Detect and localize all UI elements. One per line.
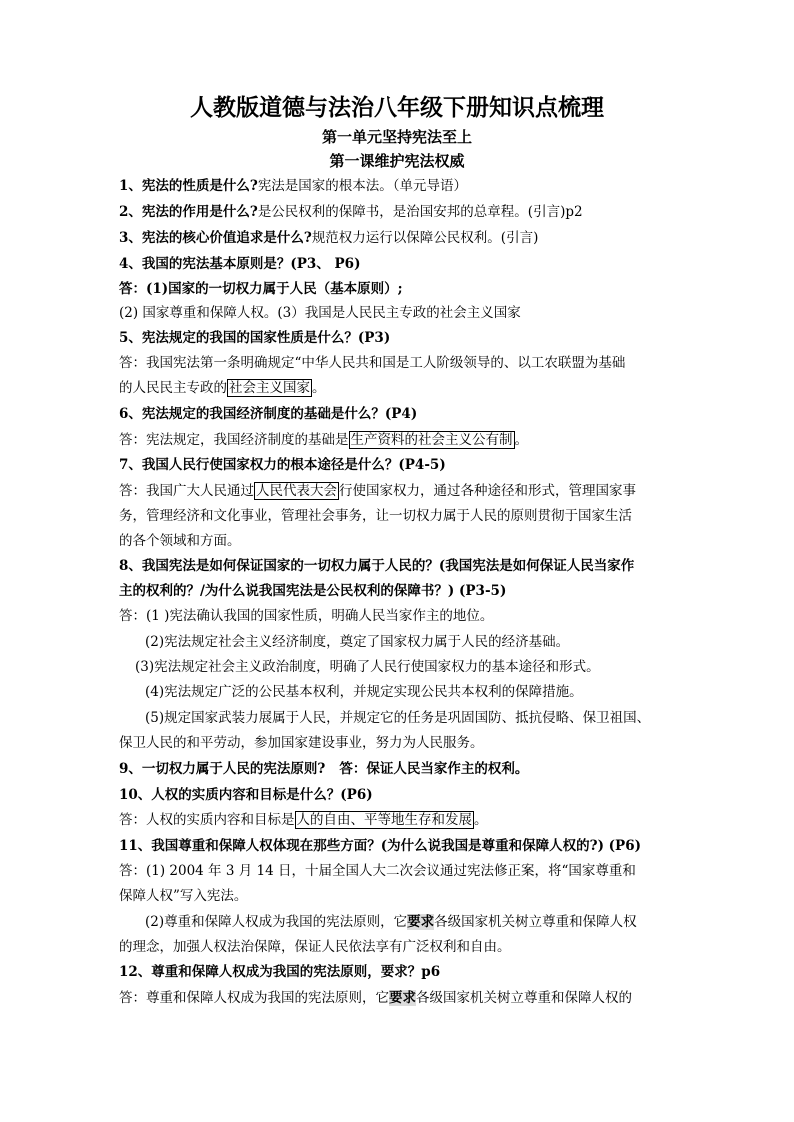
q5-answer-1: 答：我国宪法第一条明确规定“中华人民共和国是工人阶级领导的、以工农联盟为基础 — [119, 355, 626, 371]
q8-answer-2: (2)宪法规定社会主义经济制度，奠定了国家权力属于人民的经济基础。 — [145, 634, 570, 650]
q6-answer-post: 。 — [514, 432, 528, 448]
q9-line — [119, 759, 679, 779]
q5-answer-2-post: 。 — [312, 380, 326, 396]
q7-answer-1 — [119, 481, 679, 501]
q5-answer-2 — [119, 378, 679, 398]
q8-answer-3: (3)宪法规定社会主义政治制度，明确了人民行使国家权力的基本途径和形式。 — [135, 659, 600, 675]
unit-heading: 第一单元坚持宪法至上 — [321, 128, 472, 146]
q8-answer-1: 答：(1 )宪法确认我国的国家性质，明确人民当家作主的地位。 — [119, 608, 494, 624]
q5-question: 5、宪法规定的我国的国家性质是什么？(P3) — [119, 330, 391, 346]
q4-answer-2: (2) 国家尊重和保障人权。(3）我国是人民民主专政的社会主义国家 — [119, 305, 521, 321]
q12-question — [119, 962, 679, 982]
lesson-heading: 第一课维护宪法权威 — [329, 152, 465, 170]
q10-answer-post: 。 — [474, 812, 488, 828]
q7-answer-3: 的各个领域和方面。 — [119, 533, 241, 549]
q3-line — [119, 228, 679, 248]
q11-answer-3-pre: (2)尊重和保障人权成为我国的宪法原则，它 — [145, 914, 408, 930]
q12-highlight: 要求 — [389, 990, 416, 1006]
q10-question: 10、人权的实质内容和目标是什么？(P6) — [119, 787, 373, 803]
q1-line — [119, 176, 679, 196]
q10-boxed-term: 人的自由、平等地生存和发展 — [296, 812, 472, 828]
q7-boxed-term: 人民代表大会 — [256, 483, 337, 499]
q8-answer-4: (4)宪法规定广泛的公民基本权利，并规定实现公民共本权利的保障措施。 — [145, 684, 583, 700]
q5-boxed-term: 社会主义国家 — [229, 380, 310, 396]
q2-line — [119, 202, 679, 222]
q9-answer: 答：保证人民当家作主的权利。 — [339, 761, 529, 777]
q11-question: 11、我国尊重和保障人权体现在那些方面？(为什么说我国是尊重和保障人权的?) (P6) — [119, 838, 641, 854]
q8-answer-6: 保卫人民的和平劳动，参加国家建设事业，努力为人民服务。 — [119, 735, 484, 751]
q7-question: 7、我国人民行使国家权力的根本途径是什么？(P4-5) — [119, 457, 446, 473]
q7-answer-1-post: 行使国家权力，通过各种途径和形式，管理国家事 — [339, 483, 636, 499]
q2-answer: 是公民权利的保障书，是治国安邦的总章程。(引言)p2 — [257, 204, 583, 220]
q11-answer-3-post: 各级国家机关树立尊重和保障人权 — [434, 914, 637, 930]
q9-question: 9、一切权力属于人民的宪法原则? — [119, 761, 326, 777]
document-title: 人教版道德与法治八年级下册知识点梳理 — [190, 94, 604, 121]
q1-question: 1、宪法的性质是什么? — [119, 178, 258, 194]
q10-answer-pre: 答：人权的实质内容和目标是 — [119, 812, 295, 828]
q8-question-1: 8、我国宪法是如何保证国家的一切权力属于人民的？(我国宪法是如何保证人民当家作 — [119, 558, 635, 574]
q6-boxed-term: 生产资料的社会主义公有制 — [350, 432, 513, 448]
q12-question-post: 要求？p6 — [380, 964, 441, 980]
q10-answer — [119, 810, 679, 830]
q7-answer-2: 务，管理经济和文化事业，管理社会事务，让一切权力属于人民的原则贯彻于国家生活 — [119, 508, 632, 524]
q11-highlight: 要求 — [407, 914, 435, 930]
q7-answer-1-pre: 答：我国广大人民通过 — [119, 483, 254, 499]
q6-answer-pre: 答：宪法规定，我国经济制度的基础是 — [119, 432, 349, 448]
q8-answer-5: (5)规定国家武装力展属于人民，并规定它的任务是巩固国防、抵抗侵略、保卫祖国、 — [145, 710, 651, 726]
q6-answer — [119, 430, 679, 450]
q5-answer-2-pre: 的人民民主专政的 — [119, 380, 227, 396]
q12-answer-pre: 答：尊重和保障人权成为我国的宪法原则，它 — [119, 990, 389, 1006]
q4-question: 4、我国的宪法基本原则是？(P3、 P6) — [119, 256, 361, 272]
q3-question: 3、宪法的核心价值追求是什么? — [119, 230, 312, 246]
q1-answer: 宪法是国家的根本法。（单元导语） — [257, 178, 468, 194]
q2-question: 2、宪法的作用是什么? — [119, 204, 258, 220]
q12-answer-post: 各级国家机关树立尊重和保障人权的 — [416, 990, 632, 1006]
q3-answer: 规范权力运行以保障公民权利。(引言) — [311, 230, 539, 246]
q12-question-pre: 12、尊重和保障人权成为我国的宪法原则， — [119, 964, 381, 980]
q8-question-2: 主的权利的？/为什么说我国宪法是公民权利的保障书？) (P3-5) — [119, 583, 507, 599]
q11-answer-4: 的理念，加强人权法治保障，保证人民依法享有广泛权利和自由。 — [119, 939, 511, 955]
q11-answer-3 — [145, 912, 705, 932]
q12-answer — [119, 988, 679, 1008]
q6-question: 6、宪法规定的我国经济制度的基础是什么？(P4) — [119, 406, 418, 422]
q4-answer-1: 答：(1)国家的一切权力属于人民（基本原则）; — [119, 281, 403, 297]
q11-answer-1: 答：(1) 2004 年 3 月 14 日，十届全国人大二次会议通过宪法修正案，将“国家尊重和 — [119, 863, 636, 879]
q11-answer-2: 保障人权”写入宪法。 — [119, 888, 248, 904]
